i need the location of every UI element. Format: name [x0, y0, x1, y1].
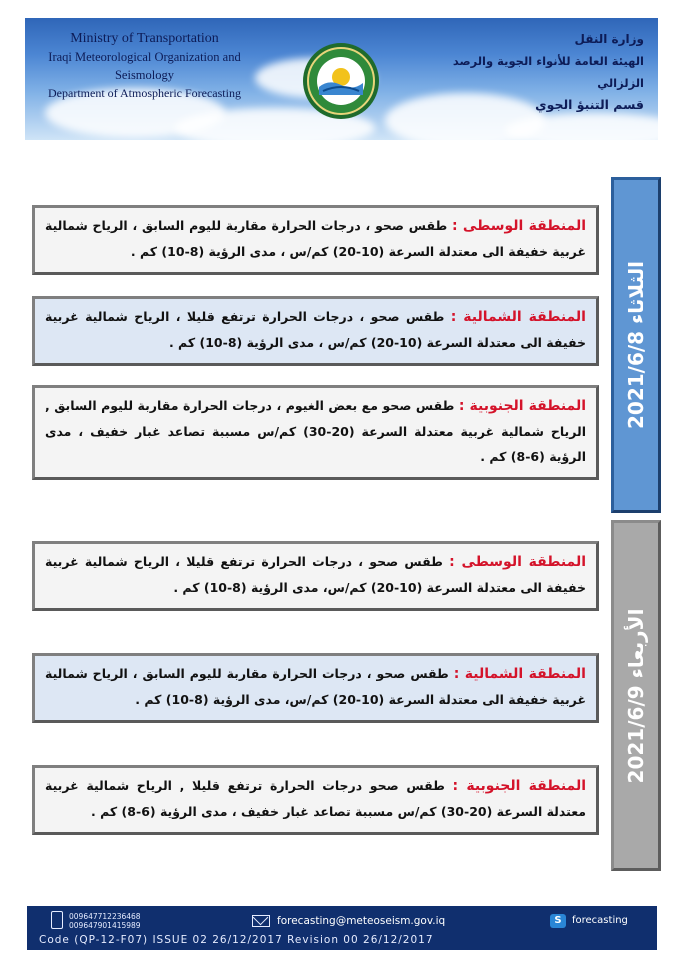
phone-number: 009647712236468 — [69, 912, 141, 921]
region-name: المنطقة الجنوبية : — [458, 398, 587, 414]
department-name: Department of Atmospheric Forecasting — [48, 86, 241, 100]
date-tab-tuesday — [611, 177, 661, 513]
region-name: المنطقة الجنوبية : — [452, 778, 586, 794]
document-code: Code (QP-12-F07) ISSUE 02 26/12/2017 Revision 00 26/12/2017 — [39, 934, 434, 946]
skype-handle[interactable]: forecasting — [572, 915, 628, 926]
forecast-text: طقس صحو مع بعض الغيوم ، درجات الحرارة مقاربة لليوم السابق , الرياح شمالية غربية معتدلة السرعة (20-30) كم/س مسببة تصاعد غبار خفيف ، مدى الرؤية (6-8) كم . — [45, 398, 586, 464]
department-name-ar: قسم التنبؤ الجوي — [535, 97, 644, 112]
date-label: الثلاثاء 2021/6/8 — [624, 260, 648, 430]
phone-icon — [51, 911, 63, 929]
region-name: المنطقة الوسطى : — [449, 554, 587, 570]
email-address[interactable]: forecasting@meteoseism.gov.iq — [277, 915, 446, 927]
organization-logo — [301, 41, 381, 121]
forecast-text: طقس صحو ، درجات الحرارة مقاربة لليوم السابق ، الرياح شمالية غربية خفيفة الى معتدلة السرعة (10-20) كم/س ، مدى الرؤية (8-10) كم . — [45, 218, 586, 259]
header-arabic — [434, 28, 644, 116]
forecast-text: طقس صحو ، درجات الحرارة مقاربة لليوم السابق ، الرياح شمالية غربية خفيفة الى معتدلة السرعة (10-20) كم/س، مدى الرؤية (8-10) كم . — [45, 666, 586, 707]
header-english — [37, 30, 252, 102]
forecast-text: طقس صحو ، درجات الحرارة ترتفع قليلا ، الرياح شمالية غربية خفيفة الى معتدلة السرعة (10-20) كم/س، مدى الرؤية (8-10) كم . — [45, 554, 586, 595]
skype-icon: S — [550, 914, 566, 928]
footer — [27, 906, 657, 950]
forecast-south-day1 — [32, 385, 599, 480]
organization-name: Iraqi Meteorological Organization and Seismology — [48, 50, 241, 82]
ministry-name-ar: وزارة النقل — [574, 32, 644, 46]
letterhead — [25, 18, 658, 140]
date-label: الأربعاء 2021/6/9 — [624, 608, 648, 783]
forecast-central-day1 — [32, 205, 599, 275]
forecast-text: طقس صحو درجات الحرارة ترتفع قليلا , الرياح شمالية غربية معتدلة السرعة (20-30) كم/س مسببة تصاعد غبار خفيف ، مدى الرؤية (6-8) كم . — [45, 778, 586, 819]
ministry-name: Ministry of Transportation — [70, 31, 219, 46]
region-name: المنطقة الوسطى : — [452, 218, 587, 234]
forecast-north-day1 — [32, 296, 599, 366]
organization-name-ar: الهيئة العامة للأنواء الجوية والرصد الزلزالي — [452, 54, 644, 90]
region-name: المنطقة الشمالية : — [450, 309, 586, 325]
phone-number: 009647901415989 — [69, 921, 141, 930]
date-tab-wednesday — [611, 520, 661, 871]
forecast-central-day2 — [32, 541, 599, 611]
forecast-north-day2 — [32, 653, 599, 723]
phone-numbers — [69, 912, 141, 930]
forecast-south-day2 — [32, 765, 599, 835]
region-name: المنطقة الشمالية : — [453, 666, 586, 682]
forecast-text: طقس صحو ، درجات الحرارة ترتفع قليلا ، الرياح شمالية غربية خفيفة الى معتدلة السرعة (10-20) كم/س ، مدى الرؤية (8-10) كم . — [45, 309, 586, 350]
mail-icon — [252, 915, 270, 927]
